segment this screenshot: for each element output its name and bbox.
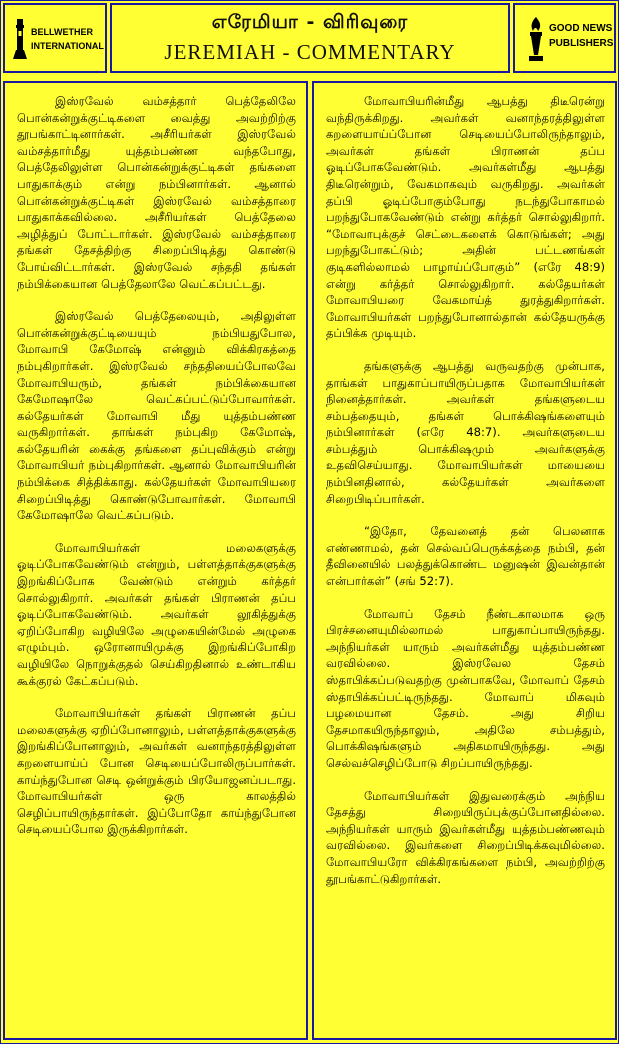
title-box — [110, 3, 510, 73]
left-paragraph-1: இஸ்ரவேல் வம்சத்தார் பெத்தேலிலே பொன்கன்றுக்குட்டிகளை வைத்து அவற்றிற்கு தூபங்காட்டினார்கள். அசீரியர்கள் இஸ்ரவேல் வம்சத்தார்மீது யுத்தம்பண்ண வந்தபோது, பெத்தேலிலுள்ள பொன்கன்றுக்குட்டிகள் தங்களை பாதுகாக்கும் என்று நம்பினார்கள். ஆனால் பொன்கன்றுக்குட்டிகள் இஸ்ரவேல் வம்சத்தாரை பாதுகாக்கவில்லை. அசீரியர்கள் பெத்தேலை அழித்துப் போட்டார்கள். இஸ்ரவேல் வம்சத்தாரை தங்கள் தேசத்திற்கு சிறைப்பிடித்து கொண்டு போய்விட்டார்கள். இஸ்ரவேல் சந்ததி தங்கள் நம்பிக்கையான பெத்தேலாலே வெட்கப்பட்டது. — [17, 94, 296, 291]
good-news-logo — [513, 3, 616, 73]
good-news-logo-text — [549, 21, 613, 51]
right-paragraph-5: மோவாபியர்கள் இதுவரைக்கும் அந்நிய தேசத்து சிறையிருப்புக்குப்போனதில்லை. அந்நியர்கள் யாரும் இவர்கள்மீது யுத்தம்பண்ணவும் வரவில்லை. இவர்களை சிறைப்பிடிக்கவுமில்லை. மோவாபியரோ விக்கிரகங்களை நம்பி, அவற்றிற்கு தூபங்காட்டுகிறார்கள். — [326, 788, 605, 886]
right-paragraph-2: தங்களுக்கு ஆபத்து வருவதற்கு முன்பாக, தாங்கள் பாதுகாப்பாயிருப்பதாக மோவாபியர்கள் நினைத்தார்கள். அவர்கள் தங்களுடைய சம்பத்தையும், தங்கள் பொக்கிஷங்களையும் நம்பினார்கள் (எரே 48:7). அவர்களுடைய சம்பத்தும் பொக்கிஷமும் அவர்களுக்கு உதவிசெய்யாது. மோவாபியர்கள் மாயையை நம்பினதினால், கல்தேயர்கள் அவர்களை சிறைபிடிப்பார்கள். — [326, 358, 605, 506]
left-paragraph-4: மோவாபியர்கள் தங்கள் பிராணன் தப்ப மலைகளுக்கு ஏறிப்போனாலும், பள்ளத்தாக்குகளுக்கு இறங்கிப்போனாலும், அவர்கள் வனாந்தரத்திலுள்ள கறளையாய்ப் போன செடியைப்போலிருப்பார்கள். காய்ந்துபோன செடி ஒன்றுக்கும் பிரயோஜனப்படாது. மோவாபியர்கள் ஒரு காலத்தில் செழிப்பாயிருந்தார்கள். இப்போதோ காய்ந்துபோன செடியைப்போல இருக்கிறார்கள். — [17, 706, 296, 837]
left-column — [3, 81, 308, 1040]
torch-icon — [525, 15, 547, 63]
logo-left-line1: BELLWETHER — [31, 27, 93, 37]
right-paragraph-4: மோவாப் தேசம் நீண்டகாலமாக ஒரு பிரச்சனையுமில்லாமல் பாதுகாப்பாயிருந்தது. அந்நியர்கள் யாரும் அவர்கள்மீது யுத்தம்பண்ண வரவில்லை. இஸ்ரவேல தேசம் ஸ்தாபிக்கப்படுவதற்கு முன்பாகவே, மோவாப் தேசம் ஸ்தாபிக்கப்பட்டிருந்தது. மோவாப் மிகவும் பழமையான தேசம். அது சிறிய தேசமாகயிருந்தாலும், அதிலே சம்பத்தும், பொக்கிஷங்களும் அதிகமாயிருந்தது. அது செல்வச்செழிப்போடு சிறப்பாயிருந்தது. — [326, 606, 605, 770]
left-paragraph-2: இஸ்ரவேல் பெத்தேலையும், அதிலுள்ள பொன்கன்றுக்குட்டியையும் நம்பியதுபோல, மோவாபி கேமோஷ் என்னும் விக்கிரகத்தை நம்புகிறார்கள். இஸ்ரவேல் சந்ததியைப்போலவே மோவாபியரும், தங்கள் நம்பிக்கையான கேமோஷாலே வெட்கப்பட்டுப்போவார்கள். கல்தேயர்கள் மோவாபி மீது யுத்தம்பண்ண வருகிறார்கள். தாங்கள் நம்புகிற கேமோஷ், கல்தேயரின் கைக்கு தங்களை தப்புவிக்கும் என்று மோவாபியர் நம்புகிறார்கள். ஆனால் மோவாபியரின் நம்பிக்கை சித்திக்காது. கல்தேயர்கள் மோவாபியரை சிறைப்பிடித்து கொண்டுபோவார்கள். மோவாபி கேமோஷாலே வெட்கப்படும். — [17, 309, 296, 523]
bellwether-logo-text — [31, 25, 104, 53]
right-paragraph-1: மோவாபியரின்மீது ஆபத்து திடீரென்று வந்திருக்கிறது. அவர்கள் வனாந்தரத்திலுள்ள கறளையாய்ப்போன செடியைப்போலிருந்தாலும், அவர்கள் தங்கள் பிராணன் தப்ப ஓடிப்போகவேண்டும். அவர்கள்மீது ஆபத்து திடீரென்றும், வேகமாகவும் வருகிறது. அவர்கள் தப்பி ஓடிப்போகும்போது நடந்துபோகாமல் பறந்துபோகவேண்டும் என்று கர்த்தர் சொல்லுகிறார். “மோவாபுக்குச் செட்டைகளைக் கொடுங்கள்; அது பறந்துபோகட்டும்; அதின் பட்டணங்கள் குடிகளில்லாமல் பாழாய்ப்போகும்” (எரே 48:9) என்று கர்த்தர் சொல்லுகிறார். கல்தேயர்கள் மோவாபியரை வேகமாய்த் துரத்துகிறார்கள். மோவாபியர்கள் பறந்துபோனால்தான் கல்தேயருக்கு தப்பிக்க முடியும். — [326, 94, 605, 341]
logo-right-line2: PUBLISHERS — [549, 38, 614, 49]
logo-right-line1: GOOD NEWS — [549, 23, 613, 34]
page-title-english: JEREMIAH - COMMENTARY — [164, 40, 456, 64]
right-paragraph-3: “இதோ, தேவனைத் தன் பெலனாக எண்ணாமல், தன் செல்வப்பெருக்கத்தை நம்பி, தன் தீவினையில் பலத்துக்கொண்ட மனுஷன் இவன்தான் என்பார்கள்” (சங் 52:7). — [326, 524, 605, 589]
left-paragraph-3: மோவாபியர்கள் மலைகளுக்கு ஓடிப்போகவேண்டும் என்றும், பள்ளத்தாக்குகளுக்கு இறங்கிப்போக வேண்டும் என்றும் கர்த்தர் சொல்லுகிறார். அவர்கள் தங்கள் பிராணன் தப்ப ஓடிப்போகவேண்டும். அவர்கள் லூகித்துக்கு ஏறிப்போகிற வழியிலே அழுகையின்மேல் அழுகை எழும்பும். ஒரோனாயிமுக்கு இறங்கிப்போகிற வழியிலே நொறுக்குதல் செய்கிறதினால் உண்டாகிய கூக்குரல் கேட்கப்படும். — [17, 540, 296, 688]
tower-icon — [11, 17, 29, 61]
page-title-tamil: எரேமியா - விரிவுரை — [211, 11, 409, 33]
right-column — [312, 81, 617, 1040]
bellwether-logo — [3, 3, 107, 73]
header — [1, 1, 618, 78]
logo-left-line2: INTERNATIONAL — [31, 41, 104, 51]
